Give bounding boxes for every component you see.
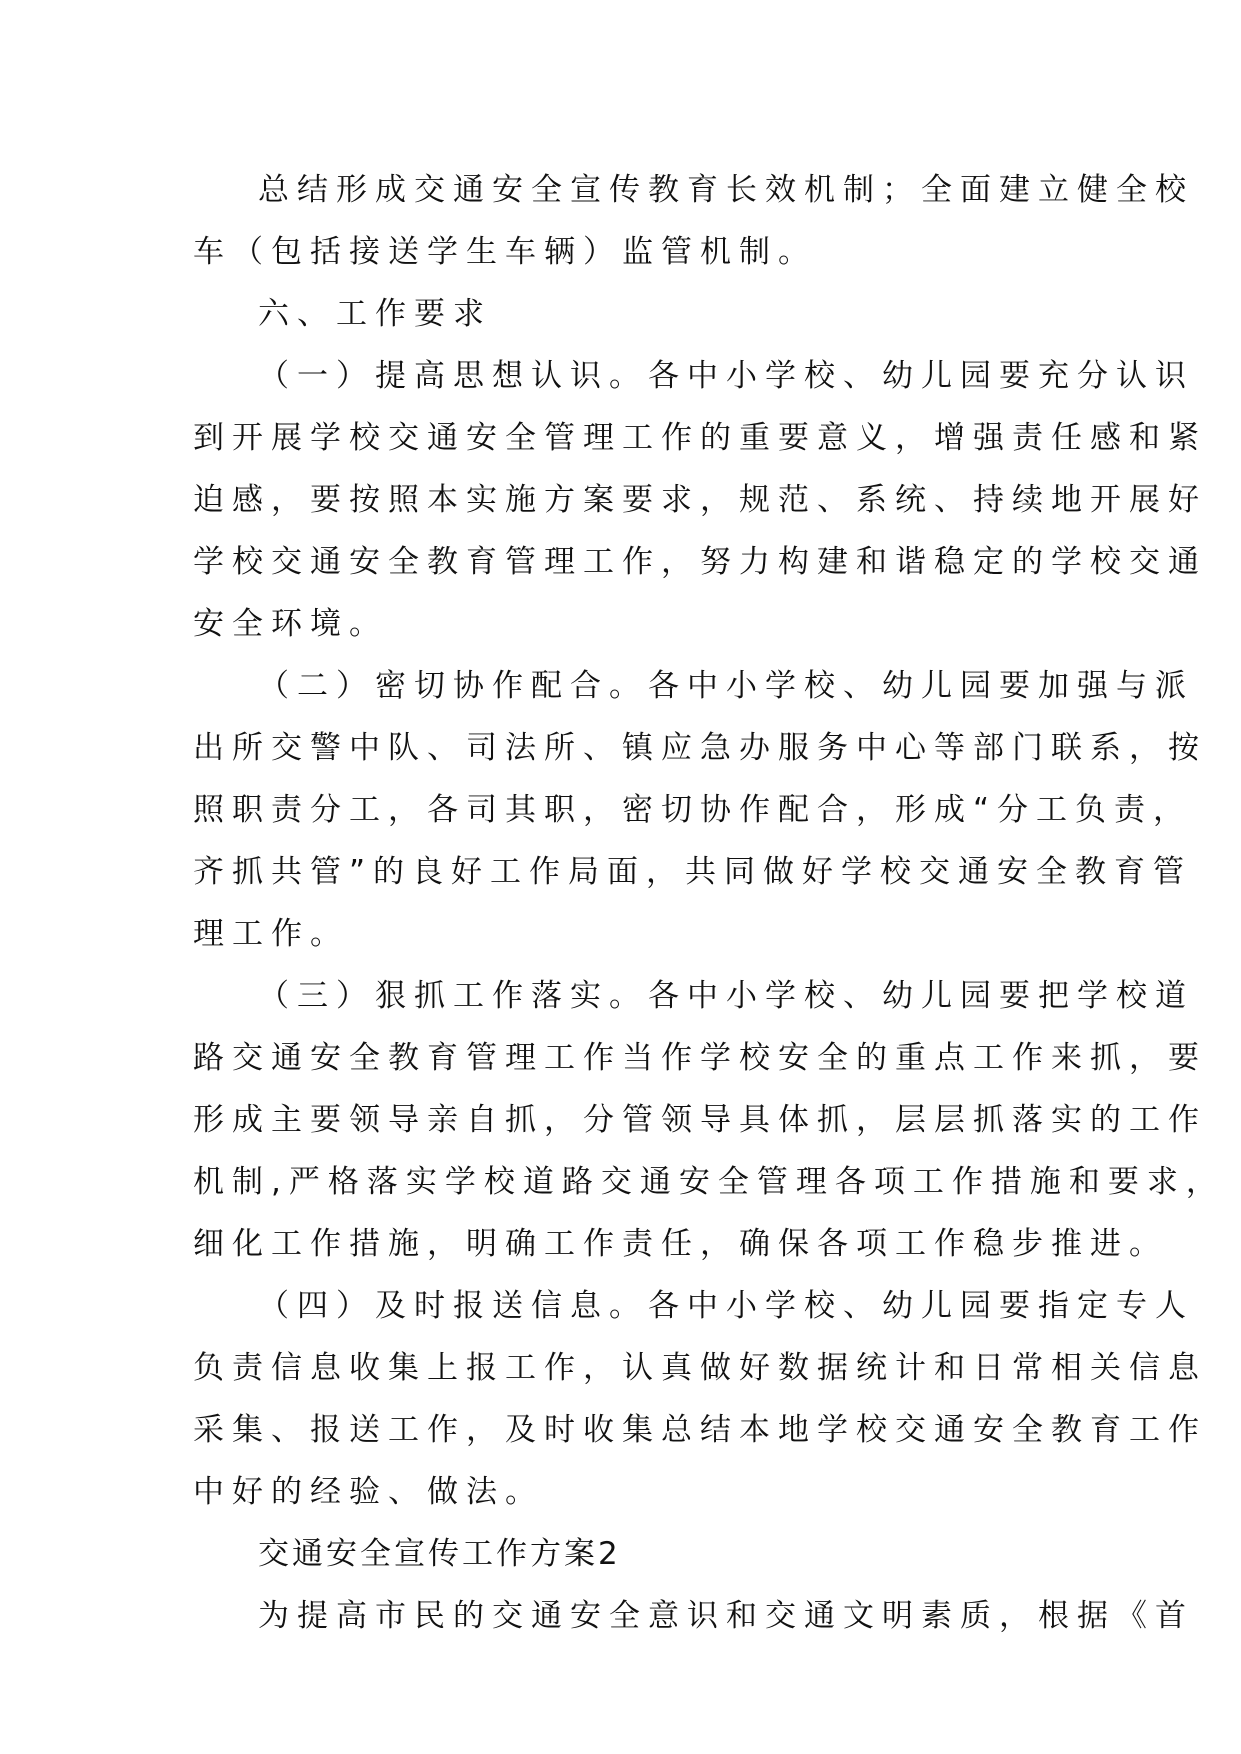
section-heading: 六、工作要求	[258, 296, 492, 332]
paragraph-line: 机制,严格落实学校道路交通安全管理各项工作措施和要求，	[193, 1164, 1225, 1200]
paragraph-line: 中好的经验、做法。	[193, 1474, 544, 1510]
paragraph-line: 到开展学校交通安全管理工作的重要意义，增强责任感和紧	[193, 420, 1207, 456]
paragraph-line: 理工作。	[193, 916, 349, 952]
paragraph-line: 照职责分工，各司其职，密切协作配合，形成“分工负责，	[193, 792, 1193, 828]
paragraph-line: （二）密切协作配合。各中小学校、幼儿园要加强与派	[258, 668, 1194, 704]
paragraph-line: 负责信息收集上报工作，认真做好数据统计和日常相关信息	[193, 1350, 1207, 1386]
paragraph-line: 迫感，要按照本实施方案要求，规范、系统、持续地开展好	[193, 482, 1207, 518]
paragraph-line: 路交通安全教育管理工作当作学校安全的重点工作来抓，要	[193, 1040, 1207, 1076]
paragraph-line: 细化工作措施，明确工作责任，确保各项工作稳步推进。	[193, 1226, 1168, 1262]
document-subtitle: 交通安全宣传工作方案2	[258, 1536, 621, 1572]
paragraph-line: 为提高市民的交通安全意识和交通文明素质，根据《首	[258, 1598, 1194, 1634]
paragraph-line: （一）提高思想认识。各中小学校、幼儿园要充分认识	[258, 358, 1194, 394]
paragraph-line: 安全环境。	[193, 606, 388, 642]
paragraph-line: 齐抓共管”的良好工作局面，共同做好学校交通安全教育管	[193, 854, 1193, 890]
paragraph-line: 出所交警中队、司法所、镇应急办服务中心等部门联系，按	[193, 730, 1207, 766]
paragraph-line: 学校交通安全教育管理工作，努力构建和谐稳定的学校交通	[193, 544, 1207, 580]
paragraph-line: （三）狠抓工作落实。各中小学校、幼儿园要把学校道	[258, 978, 1194, 1014]
paragraph-line: 总结形成交通安全宣传教育长效机制；全面建立健全校	[258, 172, 1194, 208]
paragraph-line: 形成主要领导亲自抓，分管领导具体抓，层层抓落实的工作	[193, 1102, 1207, 1138]
paragraph-line: （四）及时报送信息。各中小学校、幼儿园要指定专人	[258, 1288, 1194, 1324]
paragraph-line: 采集、报送工作，及时收集总结本地学校交通安全教育工作	[193, 1412, 1207, 1448]
paragraph-line: 车（包括接送学生车辆）监管机制。	[193, 234, 817, 270]
